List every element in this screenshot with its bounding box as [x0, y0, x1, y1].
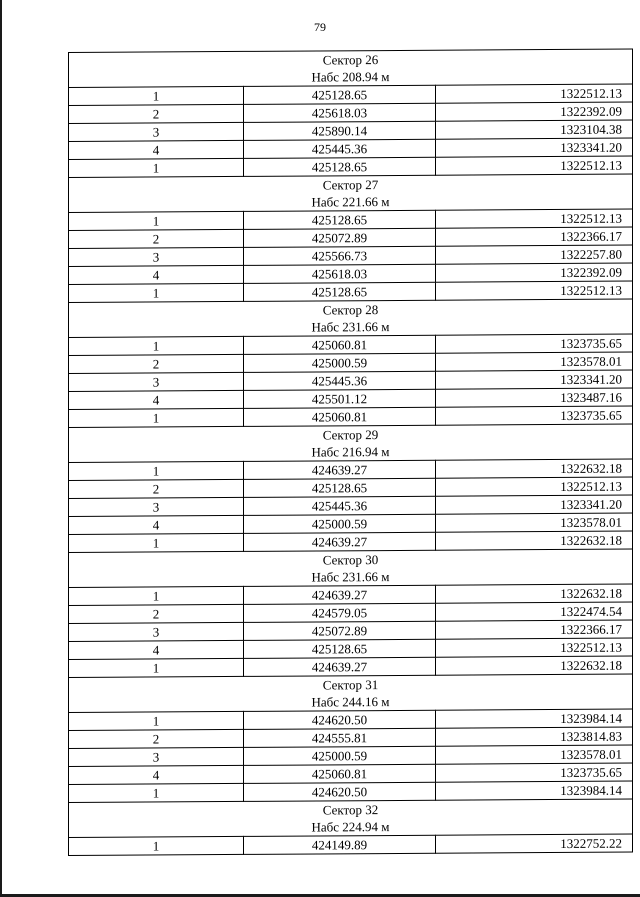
- coordinate-y: 1322474.54: [436, 602, 633, 621]
- coordinate-y: 1322512.13: [436, 638, 633, 657]
- point-number: 3: [69, 372, 244, 391]
- point-number: 2: [69, 604, 244, 623]
- coordinate-x: 424620.50: [244, 710, 436, 729]
- sector-title: Сектор 28: [69, 299, 633, 320]
- point-number: 1: [69, 461, 244, 480]
- point-number: 1: [69, 283, 244, 302]
- coordinate-x: 425566.73: [244, 246, 436, 265]
- point-number: 4: [69, 765, 244, 784]
- coordinate-x: 424639.27: [244, 657, 436, 676]
- coordinate-y: 1322512.13: [436, 209, 633, 228]
- coordinate-y: 1323984.14: [436, 781, 633, 800]
- sector-altitude: Набс 231.66 м: [69, 567, 633, 588]
- coordinate-x: 424620.50: [244, 782, 436, 801]
- coordinate-x: 425618.03: [244, 103, 436, 122]
- point-number: 1: [69, 783, 244, 802]
- coordinate-y: 1322392.09: [436, 263, 633, 282]
- coordinates-table: [68, 49, 633, 856]
- coordinate-y: 1323735.65: [436, 763, 633, 782]
- sector-altitude: Набс 244.16 м: [69, 692, 633, 713]
- coordinate-y: 1323814.83: [436, 727, 633, 746]
- coordinate-x: 425072.89: [244, 621, 436, 640]
- coordinate-y: 1322632.18: [436, 584, 633, 603]
- sector-title: Сектор 31: [69, 674, 633, 695]
- point-number: 3: [69, 747, 244, 766]
- coordinate-x: 425890.14: [244, 121, 436, 140]
- coordinate-y: 1323735.65: [436, 406, 633, 425]
- point-number: 4: [69, 640, 244, 659]
- coordinate-y: 1322632.18: [436, 531, 633, 550]
- coordinate-x: 425445.36: [244, 139, 436, 158]
- coordinate-x: 424555.81: [244, 728, 436, 747]
- point-number: 4: [69, 265, 244, 284]
- coordinate-y: 1323735.65: [436, 334, 633, 353]
- coordinate-x: 425000.59: [244, 353, 436, 372]
- coordinate-x: 425128.65: [244, 282, 436, 301]
- coordinate-x: 425128.65: [244, 210, 436, 229]
- coordinate-y: 1322632.18: [436, 656, 633, 675]
- coordinate-x: 425445.36: [244, 496, 436, 515]
- sector-title: Сектор 27: [69, 174, 633, 195]
- table-body: [69, 49, 633, 855]
- coordinate-x: 425060.81: [244, 764, 436, 783]
- sector-altitude: Набс 224.94 м: [69, 817, 633, 838]
- point-number: 1: [69, 533, 244, 552]
- coordinate-y: 1323578.01: [436, 513, 633, 532]
- coordinate-y: 1323984.14: [436, 709, 633, 728]
- coordinate-x: 424639.27: [244, 460, 436, 479]
- coordinate-x: 425128.65: [244, 85, 436, 104]
- point-number: 1: [69, 658, 244, 677]
- sector-altitude: Набс 216.94 м: [69, 442, 633, 463]
- coordinate-y: 1322512.13: [436, 281, 633, 300]
- coordinate-y: 1322366.17: [436, 620, 633, 639]
- point-number: 2: [69, 354, 244, 373]
- point-number: 4: [69, 140, 244, 159]
- coordinate-y: 1323578.01: [436, 745, 633, 764]
- point-number: 1: [69, 711, 244, 730]
- sector-altitude: Набс 231.66 м: [69, 317, 633, 338]
- coordinate-x: 425060.81: [244, 335, 436, 354]
- point-number: 3: [69, 122, 244, 141]
- point-number: 2: [69, 229, 244, 248]
- point-number: 1: [69, 586, 244, 605]
- coordinate-y: 1323341.20: [436, 138, 633, 157]
- coordinate-x: 424149.89: [244, 835, 436, 854]
- scan-left-edge: [0, 0, 2, 897]
- coordinate-y: 1322632.18: [436, 459, 633, 478]
- point-number: 3: [69, 497, 244, 516]
- sector-title: Сектор 32: [69, 799, 633, 820]
- point-number: 1: [69, 86, 244, 105]
- point-number: 1: [69, 408, 244, 427]
- point-number: 1: [69, 836, 244, 855]
- coordinate-y: 1322512.13: [436, 156, 633, 175]
- coordinate-y: 1323341.20: [436, 370, 633, 389]
- table-row: [69, 834, 633, 855]
- coordinate-x: 424579.05: [244, 603, 436, 622]
- point-number: 2: [69, 729, 244, 748]
- point-number: 1: [69, 211, 244, 230]
- coordinate-x: 425060.81: [244, 407, 436, 426]
- coordinate-x: 425128.65: [244, 478, 436, 497]
- coordinate-x: 424639.27: [244, 585, 436, 604]
- coordinate-y: 1323341.20: [436, 495, 633, 514]
- coordinate-x: 425128.65: [244, 639, 436, 658]
- coordinate-x: 425128.65: [244, 157, 436, 176]
- coordinate-x: 425501.12: [244, 389, 436, 408]
- coordinate-y: 1323578.01: [436, 352, 633, 371]
- coordinate-x: 425000.59: [244, 514, 436, 533]
- point-number: 2: [69, 104, 244, 123]
- sector-altitude: Набс 208.94 м: [69, 67, 633, 88]
- coordinate-x: 425445.36: [244, 371, 436, 390]
- point-number: 2: [69, 479, 244, 498]
- coordinate-x: 425072.89: [244, 228, 436, 247]
- point-number: 1: [69, 336, 244, 355]
- point-number: 3: [69, 247, 244, 266]
- coordinate-y: 1323104.38: [436, 120, 633, 139]
- sector-title: Сектор 30: [69, 549, 633, 570]
- coordinate-y: 1322752.22: [436, 834, 633, 853]
- point-number: 3: [69, 622, 244, 641]
- coordinate-x: 425618.03: [244, 264, 436, 283]
- sector-altitude: Набс 221.66 м: [69, 192, 633, 213]
- coordinate-y: 1322512.13: [436, 84, 633, 103]
- point-number: 1: [69, 158, 244, 177]
- coordinate-y: 1322512.13: [436, 477, 633, 496]
- sector-title: Сектор 26: [69, 49, 633, 70]
- page-number: 79: [314, 20, 326, 34]
- point-number: 4: [69, 390, 244, 409]
- point-number: 4: [69, 515, 244, 534]
- coordinate-x: 425000.59: [244, 746, 436, 765]
- coordinate-x: 424639.27: [244, 532, 436, 551]
- coordinate-y: 1322392.09: [436, 102, 633, 121]
- sector-title: Сектор 29: [69, 424, 633, 445]
- coordinate-y: 1322257.80: [436, 245, 633, 264]
- coordinate-y: 1323487.16: [436, 388, 633, 407]
- coordinate-y: 1322366.17: [436, 227, 633, 246]
